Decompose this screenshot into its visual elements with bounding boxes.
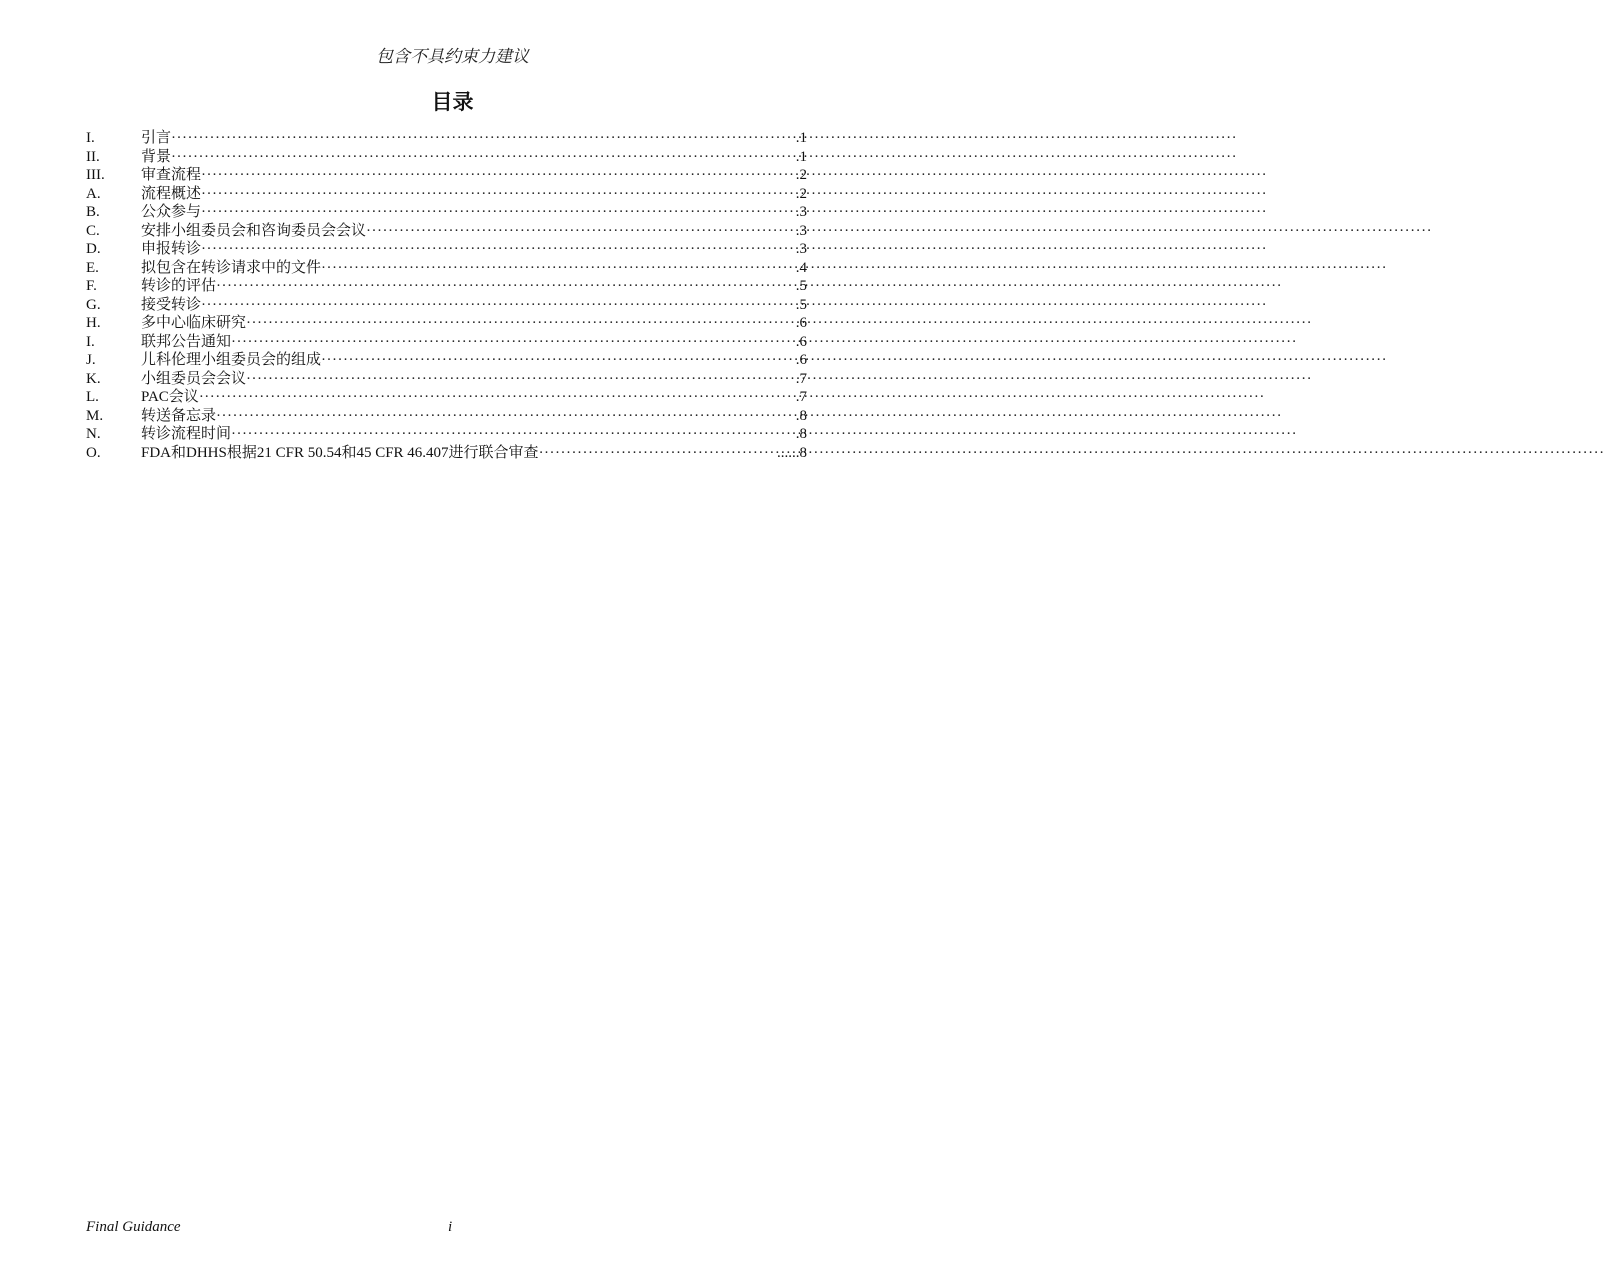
toc-label: 转诊的评估 <box>141 278 217 294</box>
toc-page-number: .6 <box>795 352 807 368</box>
toc-entry-transmittal-memo[interactable] <box>86 407 807 426</box>
toc-entry-subcommittee-composition[interactable] <box>86 351 807 370</box>
toc-number: II. <box>86 148 100 165</box>
toc-leader-dots <box>539 444 777 463</box>
toc-leader-dots <box>231 425 796 444</box>
toc-label: 拟包含在转诊请求中的文件 <box>141 259 322 276</box>
toc-label: 转送备忘录 <box>141 407 217 424</box>
toc-leader-dots <box>201 296 796 315</box>
footer-doc-label: Final Guidance <box>86 1219 181 1235</box>
toc-entry-referral-timeline[interactable] <box>86 425 807 444</box>
toc-label: 安排小组委员会和咨询委员会会议 <box>141 222 367 239</box>
toc-leader-dots <box>201 203 796 222</box>
toc-entry-review-process[interactable] <box>86 166 807 185</box>
toc-label: 审查流程 <box>141 167 202 183</box>
toc-page-number: .3 <box>795 241 807 257</box>
toc-page-number: .6 <box>795 315 807 331</box>
toc-leader-dots <box>216 277 796 296</box>
toc-number: J. <box>86 352 96 368</box>
toc-leader-dots <box>321 351 796 370</box>
toc-number: I. <box>86 333 95 350</box>
toc-label: 转诊流程时间 <box>141 426 232 442</box>
toc-page-number: .4 <box>795 259 807 276</box>
toc-number: K. <box>86 370 101 387</box>
page-title: 目录 <box>431 90 474 114</box>
toc-number: M. <box>86 407 104 424</box>
toc-label: PAC会议 <box>141 389 199 405</box>
toc-number: D. <box>86 241 101 257</box>
toc-label: 接受转诊 <box>141 296 202 313</box>
toc-number: A. <box>86 185 101 202</box>
toc-number: L. <box>86 389 99 405</box>
toc-label: 联邦公告通知 <box>141 333 232 350</box>
toc-page-number: .1 <box>795 130 807 146</box>
toc-page-number: .7 <box>795 370 807 387</box>
toc-leader-dots <box>171 129 796 148</box>
toc-number: I. <box>86 130 95 146</box>
toc-label: 流程概述 <box>141 185 202 202</box>
toc-entry-background[interactable] <box>86 148 807 167</box>
header-note: 包含不具约束力建议 <box>376 47 529 66</box>
toc-entry-process-overview[interactable] <box>86 185 807 204</box>
toc-page-number: .8 <box>795 426 807 442</box>
toc-number: H. <box>86 315 101 331</box>
toc-leader-dots <box>246 314 796 333</box>
toc-number: O. <box>86 444 101 461</box>
toc-page-number: .6 <box>795 333 807 350</box>
toc-label: 背景 <box>141 148 172 165</box>
toc-leader-dots <box>201 240 796 259</box>
toc-label: 公众参与 <box>141 204 202 220</box>
toc-page-number: .5 <box>795 296 807 313</box>
toc-leader-dots <box>216 407 796 426</box>
toc-label: 小组委员会会议 <box>141 370 247 387</box>
toc-label: FDA和DHHS根据21 CFR 50.54和45 CFR 46.407进行联合审查 <box>141 444 539 461</box>
toc-entry-referral-evaluation[interactable] <box>86 277 807 296</box>
toc-entry-submitting-referral[interactable] <box>86 240 807 259</box>
toc-entry-scheduling-meetings[interactable] <box>86 222 807 241</box>
toc-entry-joint-review[interactable] <box>86 444 807 463</box>
table-of-contents <box>86 129 807 462</box>
toc-page-number: .8 <box>795 407 807 424</box>
toc-leader-dots <box>199 388 796 407</box>
toc-label: 申报转诊 <box>141 241 202 257</box>
toc-page-number: ......8 <box>777 444 807 461</box>
toc-page-number: .1 <box>795 148 807 165</box>
toc-entry-public-participation[interactable] <box>86 203 807 222</box>
toc-leader-dots <box>171 148 796 167</box>
toc-number: B. <box>86 204 100 220</box>
toc-label: 儿科伦理小组委员会的组成 <box>141 352 322 368</box>
toc-leader-dots <box>246 370 796 389</box>
toc-leader-dots <box>231 333 796 352</box>
toc-leader-dots <box>201 166 796 185</box>
toc-label: 引言 <box>141 130 172 146</box>
toc-label: 多中心临床研究 <box>141 315 247 331</box>
toc-leader-dots <box>201 185 796 204</box>
toc-leader-dots <box>366 222 796 241</box>
toc-entry-accepting-referral[interactable] <box>86 296 807 315</box>
toc-entry-subcommittee-meeting[interactable] <box>86 370 807 389</box>
toc-entry-federal-register-notice[interactable] <box>86 333 807 352</box>
toc-leader-dots <box>321 259 796 278</box>
toc-page-number: .5 <box>795 278 807 294</box>
toc-number: G. <box>86 296 101 313</box>
toc-page-number: .2 <box>795 167 807 183</box>
toc-page-number: .2 <box>795 185 807 202</box>
toc-number: E. <box>86 259 99 276</box>
toc-entry-multicenter-studies[interactable] <box>86 314 807 333</box>
toc-number: N. <box>86 426 101 442</box>
toc-number: F. <box>86 278 97 294</box>
toc-entry-intro[interactable] <box>86 129 807 148</box>
toc-number: C. <box>86 222 100 239</box>
toc-page-number: .7 <box>795 389 807 405</box>
toc-page-number: .3 <box>795 222 807 239</box>
toc-entry-referral-documents[interactable] <box>86 259 807 278</box>
toc-entry-pac-meeting[interactable] <box>86 388 807 407</box>
toc-page-number: .3 <box>795 204 807 220</box>
toc-number: III. <box>86 167 105 183</box>
footer-page-number: i <box>448 1219 453 1235</box>
